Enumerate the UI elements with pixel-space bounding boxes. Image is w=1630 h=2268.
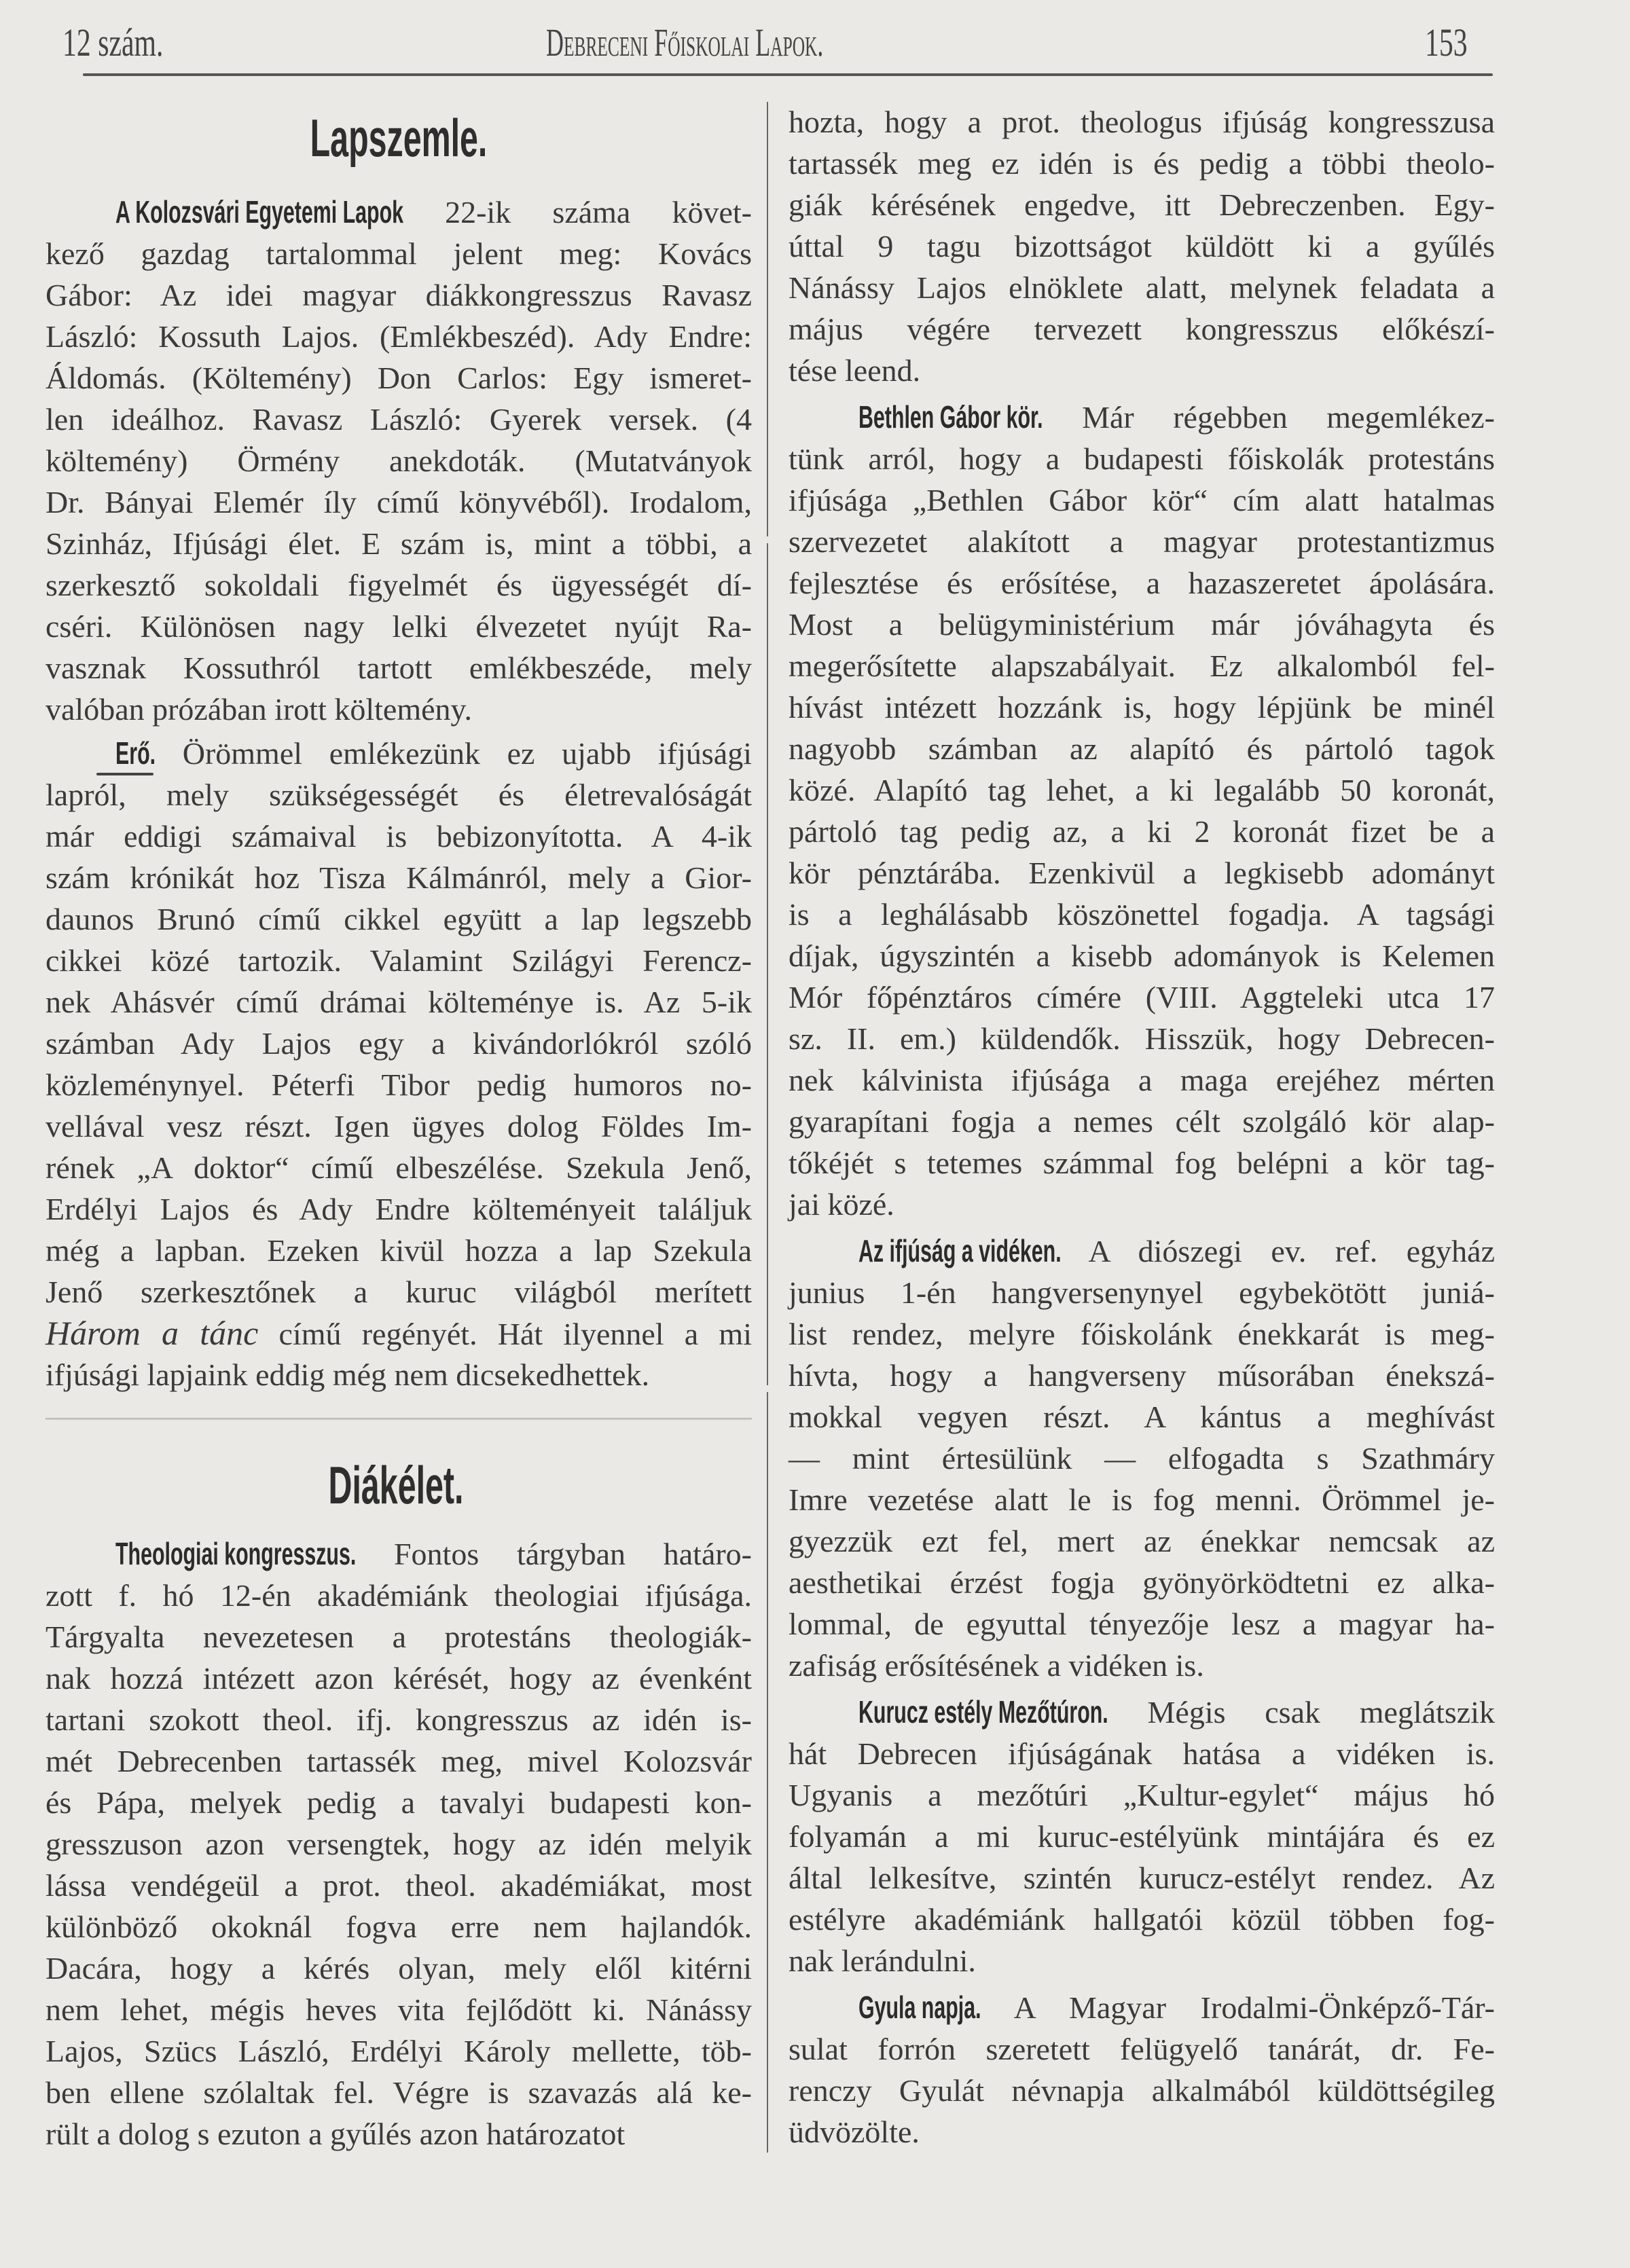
text-line	[789, 1018, 1495, 1059]
line-text: zafiság erősítésének a vidéken is.	[789, 1648, 1204, 1683]
article-paragraph	[789, 397, 1495, 1225]
article-paragraph	[46, 191, 752, 730]
line-text: folyamán a mi kuruc-estélyünk mintájára és ez	[789, 1819, 1495, 1854]
line-text: tése leend.	[789, 353, 921, 388]
line-text: vellával vesz részt. Igen ügyes dolog Földes Im-	[46, 1109, 752, 1144]
text-line	[789, 521, 1495, 562]
text-line	[46, 1023, 752, 1064]
line-text: kező gazdag tartalommal jelent meg: Kovács	[46, 236, 752, 271]
text-line	[789, 1645, 1495, 1686]
text-line	[46, 1699, 752, 1740]
text-line	[46, 274, 752, 316]
line-text: hívta, hogy a hangverseny műsorában énekszá-	[789, 1358, 1495, 1393]
line-text: gyezzük ezt fel, mert az énekkar nemcsak az	[789, 1524, 1495, 1558]
line-text: nagyobb számban az alapító és pártoló tagok	[789, 731, 1495, 766]
text-line	[46, 1188, 752, 1230]
line-text: lássa vendégeül a prot. theol. akadémiákat, most	[46, 1868, 752, 1903]
text-line	[46, 1658, 752, 1699]
text-line	[46, 1230, 752, 1271]
line-text: Ugyanis a mezőtúri „Kultur-egylet“ május hó	[789, 1778, 1495, 1812]
line-text: Már régebben megemlékez-	[1043, 400, 1495, 435]
text-line	[46, 1271, 752, 1313]
text-line	[46, 316, 752, 357]
line-text: Erdélyi Lajos és Ady Endre költeményeit találjuk	[46, 1192, 752, 1226]
text-line	[46, 940, 752, 981]
text-line	[789, 976, 1495, 1018]
issue-number: 12 szám.	[62, 20, 164, 65]
text-line	[789, 184, 1495, 225]
article-paragraph	[789, 1691, 1495, 1981]
text-line	[789, 1857, 1495, 1899]
text-line	[46, 1740, 752, 1782]
text-line	[46, 523, 752, 564]
line-text: nak hozzá intézett azon kérését, hogy az évenként	[46, 1661, 752, 1696]
line-text: rének „A doktor“ című elbeszélése. Szekula Jenő,	[46, 1150, 752, 1185]
line-text: szerkesztő sokoldali figyelmét és ügyességét dí-	[46, 568, 752, 602]
text-line	[46, 981, 752, 1023]
line-text: hát Debrecen ifjúságának hatása a vidéken is.	[789, 1736, 1495, 1771]
line-text: sz. II. em.) küldendők. Hisszük, hogy Debrecen-	[789, 1021, 1495, 1056]
line-text: közleménynyel. Péterfi Tibor pedig humoros no-	[46, 1067, 752, 1102]
line-text: junius 1-én hangversenynyel egybekötött juniá-	[789, 1275, 1495, 1310]
line-text: Nánássy Lajos elnöklete alatt, melynek feladata a	[789, 270, 1495, 305]
line-text: jai közé.	[789, 1187, 894, 1222]
line-text: Fontos tárgyban határo-	[356, 1537, 752, 1571]
paragraph-heading: Theologiai kongresszus.	[115, 1536, 357, 1571]
text-line	[789, 1479, 1495, 1520]
line-text: zott f. hó 12-én akadémiánk theologiai ifjúsága.	[46, 1578, 752, 1613]
text-line	[46, 564, 752, 606]
article-paragraph	[46, 1533, 752, 2155]
line-text: ifjúsága „Bethlen Gábor kör“ cím alatt hatalmas	[789, 483, 1495, 517]
text-line	[46, 399, 752, 440]
line-text: szám krónikát hoz Tisza Kálmánról, mely a Gior-	[46, 860, 752, 895]
text-line	[789, 728, 1495, 769]
text-line	[46, 1147, 752, 1188]
text-line	[789, 2111, 1495, 2153]
left-column-top	[46, 191, 752, 1395]
line-text: daunos Brunó című cikkel együtt a lap legszebb	[46, 902, 752, 936]
journal-title: Debreceni Főiskolai Lapok.	[546, 20, 824, 65]
paragraph-heading: A Kolozsvári Egyetemi Lapok	[115, 194, 404, 230]
section-title-diakelet: Diákélet.	[328, 1455, 464, 1515]
line-text: Dacára, hogy a kérés olyan, mely elől kitérni	[46, 1951, 752, 1986]
text-line	[789, 1355, 1495, 1396]
text-line	[789, 935, 1495, 976]
line-text: cikkei közé tartozik. Valamint Szilágyi Ferencz-	[46, 943, 752, 978]
line-text: pártoló tag pedig az, a ki 2 koronát fizet be a	[789, 814, 1495, 849]
line-text: A Magyar Irodalmi-Önképző-Tár-	[981, 1990, 1495, 2025]
line-text: Gábor: Az idei magyar diákkongresszus Ravasz	[46, 278, 752, 312]
text-line	[789, 479, 1495, 521]
line-text: mokkal vegyen részt. A kántus a meghívást	[789, 1400, 1495, 1434]
line-text: című regényét. Hát ilyennel a mi	[258, 1317, 752, 1351]
text-line	[46, 481, 752, 523]
line-text: nak lerándulni.	[789, 1943, 976, 1978]
text-line	[789, 2028, 1495, 2070]
line-text: tünk arról, hogy a budapesti főiskolák protestáns	[789, 441, 1495, 476]
text-line	[789, 1313, 1495, 1355]
line-text: Mór főpénztáros címére (VIII. Aggteleki utca 17	[789, 980, 1495, 1014]
article-paragraph	[46, 733, 752, 1395]
text-line	[46, 1865, 752, 1906]
line-text: mét Debrecenben tartassék meg, mivel Kolozsvár	[46, 1744, 752, 1778]
text-line	[46, 1354, 752, 1395]
line-text: számban Ady Lajos egy a kivándorlókról szóló	[46, 1026, 752, 1061]
text-line	[46, 857, 752, 898]
line-text: úttal 9 tagu bizottságot küldött ki a gyűlés	[789, 229, 1495, 263]
line-text: gresszuson azon versengtek, hogy az idén melyik	[46, 1827, 752, 1861]
right-column	[789, 101, 1495, 2153]
text-line	[46, 1105, 752, 1147]
line-text: László: Kossuth Lajos. (Emlékbeszéd). Ady Endre:	[46, 319, 752, 354]
text-line	[46, 191, 752, 233]
line-text: tartani szokott theol. ifj. kongresszus az idén is-	[46, 1702, 752, 1737]
line-text: Örömmel emlékezünk ez ujabb ifjúsági	[156, 736, 752, 771]
line-text: Most a belügyministérium már jóváhagyta és	[789, 607, 1495, 642]
text-line	[46, 1313, 752, 1354]
line-text: lommal, de egyuttal tényezője lesz a magyar ha-	[789, 1607, 1495, 1641]
line-text: ifjúsági lapjaink eddig még nem dicsekedhettek.	[46, 1357, 650, 1392]
text-line	[789, 1396, 1495, 1438]
line-text: által lelkesítve, szintén kurucz-estélyt rendez. Az	[789, 1861, 1495, 1895]
text-line	[46, 1989, 752, 2030]
text-line	[46, 1575, 752, 1616]
text-line	[46, 1906, 752, 1947]
paragraph-heading: Bethlen Gábor kör.	[858, 399, 1043, 435]
page-number: 153	[1425, 20, 1468, 65]
line-text: lapról, mely szükségességét és életrevalóságát	[46, 778, 752, 812]
text-line	[46, 733, 752, 774]
text-line	[789, 267, 1495, 308]
text-line	[789, 350, 1495, 391]
line-text: cséri. Különösen nagy lelki élvezetet nyújt Ra-	[46, 609, 752, 644]
text-line	[46, 1533, 752, 1575]
text-line	[789, 1940, 1495, 1981]
text-line	[46, 233, 752, 274]
line-text: költemény) Örmény anekdoták. (Mutatványok	[46, 443, 752, 478]
line-text: közé. Alapító tag lehet, a ki legalább 50 koronát,	[789, 773, 1495, 807]
line-text: aesthetikai érzést fogja gyönyörködtetni ez alka-	[789, 1565, 1495, 1600]
line-text: Mégis csak meglátszik	[1108, 1695, 1495, 1730]
line-text: Tárgyalta nevezetesen a protestáns theologiák-	[46, 1620, 752, 1654]
line-text: tőkéjét s tetemes számmal fog belépni a kör tag-	[789, 1146, 1495, 1180]
line-text: kör pénztárába. Ezenkivül a legkisebb adományt	[789, 856, 1495, 890]
line-text: len ideálhoz. Ravasz László: Gyerek versek. (4	[46, 402, 752, 437]
text-line	[789, 1691, 1495, 1733]
line-text: tartassék meg ez idén is és pedig a többi theolo-	[789, 146, 1495, 181]
line-text: ben ellene szólaltak fel. Végre is szavazás alá ke-	[46, 2075, 752, 2110]
line-text: május végére tervezett kongresszus előkészí-	[789, 312, 1495, 346]
line-text: még a lapban. Ezeken kivül hozza a lap Szekula	[46, 1233, 752, 1268]
text-line	[46, 774, 752, 816]
line-text: díjak, úgyszintén a kisebb adományok is Kelemen	[789, 938, 1495, 973]
line-text: — mint értesülünk — elfogadta s Szathmáry	[789, 1441, 1495, 1476]
italic-title: Három a tánc	[46, 1314, 259, 1352]
text-line	[46, 440, 752, 481]
text-line	[46, 2030, 752, 2072]
text-line	[789, 1438, 1495, 1479]
text-line	[789, 811, 1495, 852]
line-text: nek kálvinista ifjúsága a maga erejéhez mérten	[789, 1063, 1495, 1097]
text-line	[789, 1230, 1495, 1272]
text-line	[46, 647, 752, 689]
text-line	[46, 1064, 752, 1105]
column-divider	[767, 1392, 768, 2153]
line-text: gyarapítani fogja a nemes célt szolgáló kör alap-	[789, 1104, 1495, 1139]
text-line	[46, 2072, 752, 2113]
text-line	[789, 101, 1495, 143]
line-text: 22-ik száma követ-	[403, 195, 752, 230]
paragraph-heading: Erő.	[115, 735, 156, 771]
line-text: Dr. Bányai Elemér íly című könyvéből). Irodalom,	[46, 485, 752, 519]
text-line	[46, 816, 752, 857]
line-text: Imre vezetése alatt le is fog menni. Örömmel je-	[789, 1482, 1495, 1517]
text-line	[789, 687, 1495, 728]
line-text: list rendez, melyre főiskolánk énekkarát is meg-	[789, 1317, 1495, 1351]
line-text: A diószegi ev. ref. egyház	[1061, 1234, 1495, 1268]
text-line	[789, 1774, 1495, 1816]
text-line	[789, 1101, 1495, 1142]
line-text: rült a dolog s ezuton a gyűlés azon határozatot	[46, 2117, 626, 2151]
line-text: giák kérésének engedve, itt Debreczenben. Egy-	[789, 187, 1495, 222]
article-paragraph	[789, 101, 1495, 391]
text-line	[789, 562, 1495, 604]
text-line	[789, 1184, 1495, 1225]
underline-mark	[96, 773, 153, 775]
text-line	[46, 1947, 752, 1989]
line-text: üdvözölte.	[789, 2115, 920, 2149]
text-line	[789, 2070, 1495, 2111]
article-paragraph	[789, 1230, 1495, 1686]
line-text: valóban prózában irott költemény.	[46, 692, 473, 727]
line-text: Lajos, Szücs László, Erdélyi Károly mellette, töb-	[46, 2034, 752, 2068]
text-line	[789, 1520, 1495, 1562]
paragraph-heading: Gyula napja.	[858, 1990, 981, 2025]
text-line	[789, 1987, 1495, 2028]
line-text: vasznak Kossuthról tartott emlékbeszéde, mely	[46, 651, 752, 685]
line-text: Áldomás. (Költemény) Don Carlos: Egy ismeret-	[46, 361, 752, 395]
line-text: Szinház, Ifjúsági élet. E szám is, mint a többi, a	[46, 526, 752, 561]
text-line	[789, 1272, 1495, 1313]
text-line	[46, 898, 752, 940]
line-text: és Pápa, melyek pedig a tavalyi budapesti kon-	[46, 1785, 752, 1820]
line-text: fejlesztése és erősítése, a hazaszeretet ápolására.	[789, 566, 1495, 600]
text-line	[789, 1899, 1495, 1940]
column-divider	[767, 543, 768, 1385]
text-line	[46, 689, 752, 730]
line-text: is a leghálásabb köszönettel fogadja. A tagsági	[789, 897, 1495, 932]
text-line	[789, 438, 1495, 479]
text-line	[789, 1603, 1495, 1645]
text-line	[789, 1562, 1495, 1603]
text-line	[789, 1059, 1495, 1101]
line-text: hozta, hogy a prot. theologus ifjúság kongresszusa	[789, 105, 1495, 139]
line-text: nek Ahásvér című drámai költeménye is. Az 5-ik	[46, 985, 752, 1019]
text-line	[46, 1823, 752, 1865]
text-line	[789, 852, 1495, 894]
line-text: különböző okoknál fogva erre nem hajlandók.	[46, 1909, 752, 1944]
section-separator	[46, 1418, 752, 1420]
article-paragraph	[789, 1987, 1495, 2153]
text-line	[789, 308, 1495, 350]
text-line	[789, 1816, 1495, 1857]
paragraph-heading: Az ifjúság a vidéken.	[858, 1233, 1062, 1268]
column-divider	[767, 102, 768, 536]
paragraph-heading: Kurucz estély Mezőtúron.	[858, 1694, 1108, 1730]
line-text: sulat forrón szeretett felügyelő tanárát, dr. Fe-	[789, 2032, 1495, 2066]
text-line	[46, 606, 752, 647]
text-line	[789, 143, 1495, 184]
text-line	[789, 604, 1495, 645]
text-line	[789, 397, 1495, 438]
text-line	[789, 1142, 1495, 1184]
line-text: estélyre akadémiánk hallgatói közül többen fog-	[789, 1902, 1495, 1937]
line-text: nem lehet, mégis heves vita fejlődött ki. Nánássy	[46, 1992, 752, 2027]
line-text: Jenő szerkesztőnek a kuruc világból merített	[46, 1275, 752, 1309]
text-line	[789, 894, 1495, 935]
section-title-lapszemle: Lapszemle.	[310, 108, 488, 168]
text-line	[789, 225, 1495, 267]
left-column-bottom	[46, 1533, 752, 2155]
line-text: szervezetet alakított a magyar protestantizmus	[789, 524, 1495, 559]
line-text: már eddigi számaival is bebizonyította. A 4-ik	[46, 819, 752, 854]
line-text: renczy Gyulát névnapja alkalmából küldöttségileg	[789, 2073, 1495, 2108]
text-line	[46, 1616, 752, 1658]
text-line	[789, 645, 1495, 687]
line-text: megerősítette alapszabályait. Ez alkalomból fel-	[789, 648, 1495, 683]
line-text: hívást intézett hozzánk is, hogy lépjünk be minél	[789, 690, 1495, 725]
text-line	[46, 1782, 752, 1823]
text-line	[789, 769, 1495, 811]
text-line	[46, 2113, 752, 2155]
header-rule	[83, 73, 1493, 76]
text-line	[789, 1733, 1495, 1774]
text-line	[46, 357, 752, 399]
